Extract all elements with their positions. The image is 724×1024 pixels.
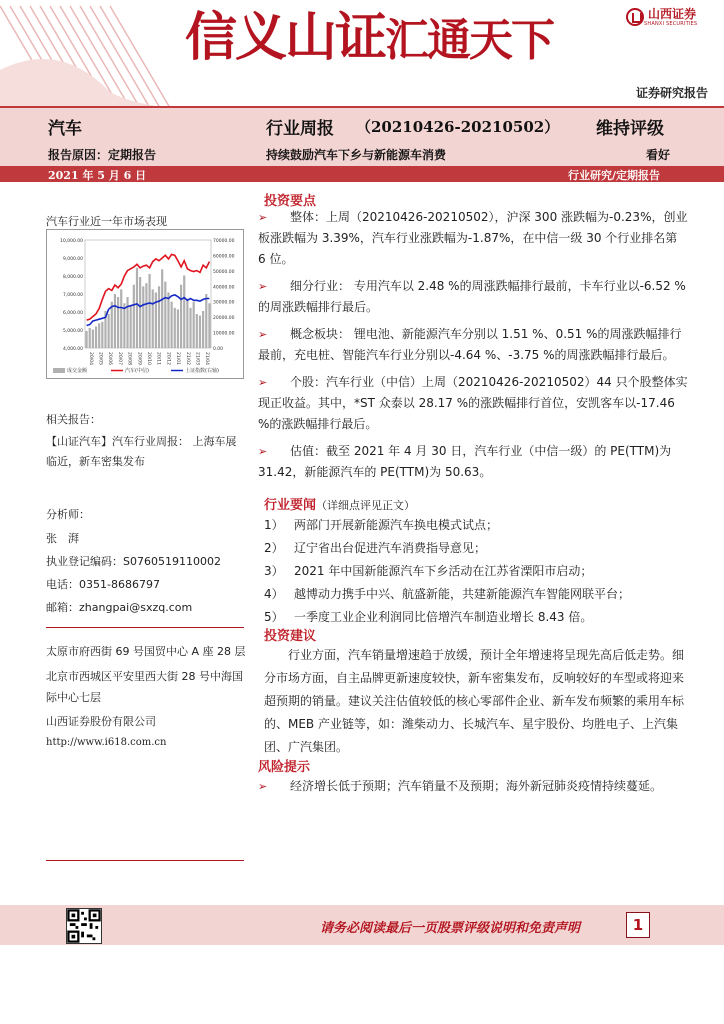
report-category: 行业研究/定期报告 xyxy=(568,169,661,182)
risk-title: 风险提示 xyxy=(258,760,311,775)
volume-bar xyxy=(164,282,166,348)
y-right-tick-label: 30000.00 xyxy=(213,300,235,306)
news-item: 1） 两部门开展新能源汽车换电模式试点； xyxy=(264,518,499,532)
volume-bar xyxy=(85,331,87,348)
volume-bar xyxy=(158,286,160,348)
volume-bar xyxy=(152,289,154,348)
volume-bar xyxy=(161,269,163,348)
news-list xyxy=(264,514,688,629)
y-right-tick-label: 10000.00 xyxy=(213,331,235,337)
volume-bar xyxy=(155,292,157,348)
volume-bar xyxy=(174,308,176,348)
slogan xyxy=(185,7,554,68)
volume-bar xyxy=(123,303,125,348)
advice-title: 投资建议 xyxy=(264,629,317,644)
volume-bar xyxy=(92,329,94,348)
y-left-tick-label: 5,000.00 xyxy=(62,329,83,334)
volume-bar xyxy=(180,285,182,348)
page-number: 1 xyxy=(626,912,650,938)
volume-bar xyxy=(193,302,195,348)
news-heading xyxy=(264,494,415,513)
x-tick-label: 20/09 xyxy=(136,352,142,365)
volume-bar xyxy=(167,292,169,348)
arrow-icon: ➢ xyxy=(258,445,268,458)
slogan-part2: 汇通天下 xyxy=(385,15,554,66)
arrow-icon: ➢ xyxy=(258,280,268,293)
analyst-label: 分析师： xyxy=(46,508,90,521)
divider-bottom xyxy=(46,860,244,861)
website-link[interactable]: http://www.i618.com.cn xyxy=(46,737,167,748)
address-beijing: 北京市西城区平安里西大街 28 号中海国际中心七层 xyxy=(46,670,243,704)
logo-cn: 山西证券 xyxy=(648,7,697,21)
report-date: 2021 年 5 月 6 日 xyxy=(48,169,147,182)
divider xyxy=(46,627,244,628)
license-code: 执业登记编码：S0760519110002 xyxy=(46,555,221,568)
news-title: 行业要闻 xyxy=(264,498,317,513)
report-name: 行业周报 xyxy=(266,119,334,139)
volume-bar xyxy=(142,286,144,348)
industry-name: 汽车 xyxy=(48,119,82,139)
volume-bar xyxy=(171,302,173,348)
volume-bar xyxy=(202,311,204,348)
rating: 维持评级 xyxy=(596,119,664,139)
header-banner xyxy=(0,0,724,108)
x-tick-label: 20/11 xyxy=(155,352,161,365)
volume-bar xyxy=(120,289,122,348)
volume-bar xyxy=(186,299,188,348)
qr-code-icon xyxy=(66,908,102,944)
y-left-tick-label: 4,000.00 xyxy=(62,347,83,352)
volume-bar xyxy=(205,294,207,348)
volume-bar xyxy=(108,314,110,348)
y-left-tick-label: 10,000.00 xyxy=(60,239,83,244)
news-item: 4） 越博动力携手中兴、航盛新能，共建新能源汽车智能网联平台； xyxy=(264,587,631,601)
disclaimer: 请务必阅读最后一页股票评级说明和免责声明 xyxy=(320,921,581,936)
bullet-item: ➢ 概念板块： 锂电池、新能源汽车分别以 1.51 %、0.51 %的周涨跌幅排行最前，充电桩、智能汽车行业分别以-4.64 %、-3.75 %的周涨跌幅排行最后。 xyxy=(258,324,688,366)
slogan-part1: 信义山证 xyxy=(185,7,386,68)
y-left-tick-label: 9,000.00 xyxy=(62,257,83,262)
x-tick-label: 21/04 xyxy=(204,352,210,365)
legend-label: 汽车(中信) xyxy=(125,368,149,374)
logo-en: SHANXI SECURITIES xyxy=(644,20,698,27)
volume-bar xyxy=(208,303,210,348)
volume-bar xyxy=(189,308,191,348)
outlook: 看好 xyxy=(646,148,671,162)
legend-label: 成交金额 xyxy=(67,368,88,374)
chart-svg xyxy=(47,230,243,378)
y-right-tick-label: 20000.00 xyxy=(213,316,235,322)
y-left-tick-label: 8,000.00 xyxy=(62,275,83,280)
volume-bar xyxy=(136,268,138,348)
x-tick-label: 20/08 xyxy=(126,352,132,365)
volume-bar xyxy=(133,285,135,348)
legend-label: 上证指数(右轴) xyxy=(185,368,219,374)
logo-icon xyxy=(626,8,644,26)
news-item: 5） 一季度工业企业利润同比倍增汽车制造业增长 8.43 倍。 xyxy=(264,610,593,624)
volume-bar xyxy=(199,316,201,348)
advice-text: 行业方面，汽车销量增速趋于放缓，预计全年增速将呈现先高后低走势。细分市场方面，自主品牌更新速度较快，新车密集发布，反响较好的车型或将迎来超预期的销量。建议关注估值较低的核心零部件企业、新车发布频繁的乘用车标的、MEB 产业链等，如：潍柴动力、长城汽车、星宇股份、均胜电子、上汽集团、广汽集团。 xyxy=(264,648,685,754)
news-note: （详细点评见正文） xyxy=(316,499,416,512)
bullet-item: ➢ 估值：截至 2021 年 4 月 30 日，汽车行业（中信一级）的 PE(TTM)为 31.42，新能源汽车的 PE(TTM)为 50.63。 xyxy=(258,441,688,483)
related-label: 相关报告： xyxy=(46,413,101,426)
market-chart xyxy=(46,229,244,379)
volume-bar xyxy=(145,283,147,348)
x-tick-label: 20/12 xyxy=(165,352,171,365)
phone: 电话：0351-8686797 xyxy=(46,578,160,591)
volume-bar xyxy=(101,322,103,348)
report-reason: 报告原因：定期报告 xyxy=(48,148,157,162)
volume-bar xyxy=(183,275,185,348)
legend-swatch xyxy=(53,368,65,373)
company-logo xyxy=(626,8,697,27)
invest-points-list xyxy=(258,207,688,483)
email[interactable]: 邮箱：zhangpai@sxzq.com xyxy=(46,601,193,614)
y-right-tick-label: 0.00 xyxy=(213,347,224,352)
volume-bar xyxy=(111,302,113,348)
volume-bar xyxy=(196,314,198,348)
y-left-tick-label: 7,000.00 xyxy=(62,293,83,298)
volume-bar xyxy=(126,297,128,348)
x-tick-label: 20/05 xyxy=(97,352,103,365)
bullet-item: ➢ 整体：上周（20210426-20210502），沪深 300 涨跌幅为-0.23%，创业板涨跌幅为 3.39%，汽车行业涨跌幅为-1.87%，在中信一级 30 个行业排名第 6 位。 xyxy=(258,207,688,270)
volume-bar xyxy=(177,309,179,348)
chart-title: 汽车行业近一年市场表现 xyxy=(46,215,167,228)
report-type: 证券研究报告 xyxy=(635,86,708,100)
company-name: 山西证券股份有限公司 xyxy=(46,715,156,728)
volume-bar xyxy=(89,328,91,348)
news-item: 3） 2021 年中国新能源汽车下乡活动在江苏省溧阳市启动； xyxy=(264,564,593,578)
arrow-icon: ➢ xyxy=(258,328,268,341)
arrow-icon: ➢ xyxy=(258,211,268,224)
volume-bar xyxy=(98,323,100,348)
x-tick-label: 20/04 xyxy=(87,352,93,365)
x-tick-label: 20/10 xyxy=(146,352,151,365)
volume-bar xyxy=(148,274,150,348)
report-period: （20210426-20210502） xyxy=(356,118,560,136)
x-tick-label: 21/01 xyxy=(175,352,181,365)
volume-bar xyxy=(130,306,132,348)
analyst-name: 张 湃 xyxy=(46,532,79,545)
invest-points-title: 投资要点 xyxy=(264,194,317,209)
news-item: 2） 辽宁省出台促进汽车消费指导意见； xyxy=(264,541,487,555)
y-right-tick-label: 50000.00 xyxy=(213,269,235,275)
arrow-icon: ➢ xyxy=(258,376,268,389)
risk-item xyxy=(258,776,688,797)
bullet-item: ➢ 个股：汽车行业（中信）上周（20210426-20210502）44 只个股整体实现正收益。其中，*ST 众泰以 28.17 %的涨跌幅排行首位，安凯客车以-17.46 %的涨跌幅排行最后。 xyxy=(258,372,688,435)
volume-bar xyxy=(139,277,141,348)
bullet-item: ➢ 细分行业： 专用汽车以 2.48 %的周涨跌幅排行最前，卡车行业以-6.52 %的周涨跌幅排行最后。 xyxy=(258,276,688,318)
y-right-tick-label: 70000.00 xyxy=(213,239,235,244)
x-tick-label: 20/06 xyxy=(107,352,113,365)
y-right-tick-label: 40000.00 xyxy=(213,285,235,291)
arrow-icon: ➢ xyxy=(258,780,268,793)
x-tick-label: 21/03 xyxy=(194,352,200,365)
y-left-tick-label: 6,000.00 xyxy=(62,311,83,316)
y-right-tick-label: 60000.00 xyxy=(213,254,235,260)
volume-bar xyxy=(114,294,116,348)
related-report-link[interactable]: 【山证汽车】汽车行业周报： 上海车展临近，新车密集发布 xyxy=(46,435,237,468)
headline: 持续鼓励汽车下乡与新能源车消费 xyxy=(266,148,447,162)
x-tick-label: 20/07 xyxy=(116,352,122,365)
x-tick-label: 21/02 xyxy=(184,352,190,365)
date-bar xyxy=(0,166,724,182)
address-taiyuan: 太原市府西街 69 号国贸中心 A 座 28 层 xyxy=(46,645,246,658)
volume-bar xyxy=(95,326,97,348)
volume-bar xyxy=(117,297,119,348)
risk-text: 经济增长低于预期；汽车销量不及预期；海外新冠肺炎疫情持续蔓延。 xyxy=(290,779,663,793)
